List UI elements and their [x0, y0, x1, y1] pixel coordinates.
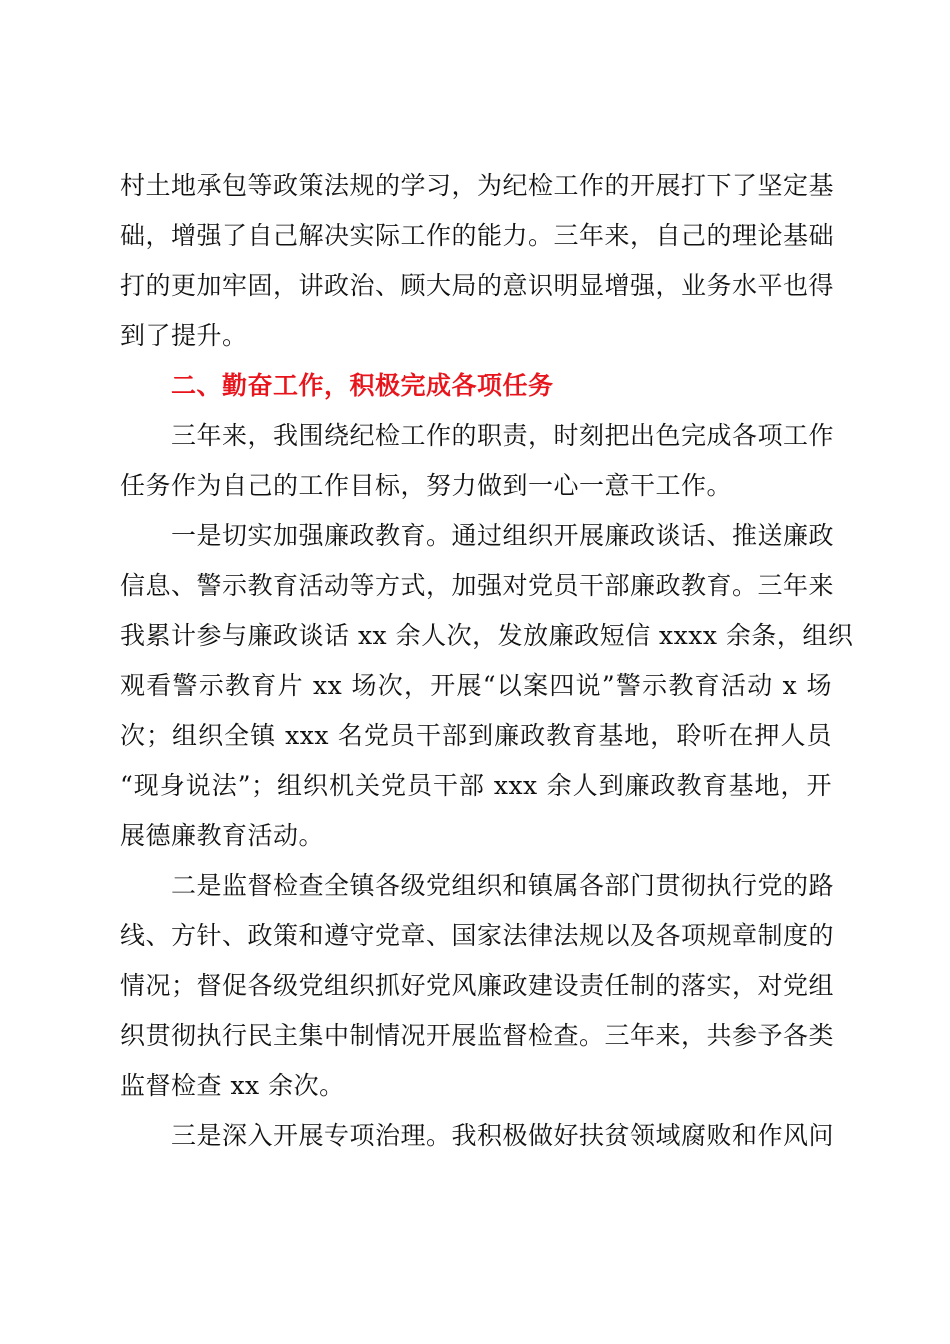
body-line: 三年来，我围绕纪检工作的职责，时刻把出色完成各项工作 — [171, 421, 835, 450]
body-line: 打的更加牢固，讲政治、顾大局的意识明显增强，业务水平也得 — [120, 271, 835, 300]
body-line: 础，增强了自己解决实际工作的能力。三年来，自己的理论基础 — [120, 221, 835, 250]
body-line: 到了提升。 — [120, 321, 248, 350]
body-line: 监督检查 xx 余次。 — [120, 1071, 345, 1100]
body-line: 三是深入开展专项治理。我积极做好扶贫领域腐败和作风问 — [171, 1121, 835, 1150]
body-line: 展德廉教育活动。 — [120, 821, 325, 850]
section-heading: 二、勤奋工作，积极完成各项任务 — [171, 371, 554, 400]
body-line: 我累计参与廉政谈话 xx 余人次，发放廉政短信 xxxx 余条，组织 — [120, 621, 854, 650]
body-line: “现身说法”；组织机关党员干部 xxx 余人到廉政教育基地，开 — [120, 771, 832, 800]
body-line: 次；组织全镇 xxx 名党员干部到廉政教育基地，聆听在押人员 — [120, 721, 832, 750]
body-line: 村土地承包等政策法规的学习，为纪检工作的开展打下了坚定基 — [120, 171, 835, 200]
body-line: 任务作为自己的工作目标，努力做到一心一意干工作。 — [120, 471, 733, 500]
body-line: 二是监督检查全镇各级党组织和镇属各部门贯彻执行党的路 — [171, 871, 835, 900]
body-line: 织贯彻执行民主集中制情况开展监督检查。三年来，共参予各类 — [120, 1021, 835, 1050]
body-line: 信息、警示教育活动等方式，加强对党员干部廉政教育。三年来 — [120, 571, 835, 600]
body-line: 观看警示教育片 xx 场次，开展“以案四说”警示教育活动 x 场 — [120, 671, 832, 700]
body-line: 情况；督促各级党组织抓好党风廉政建设责任制的落实，对党组 — [120, 971, 835, 1000]
body-line: 一是切实加强廉政教育。通过组织开展廉政谈话、推送廉政 — [171, 521, 835, 550]
body-line: 线、方针、政策和遵守党章、国家法律法规以及各项规章制度的 — [120, 921, 835, 950]
